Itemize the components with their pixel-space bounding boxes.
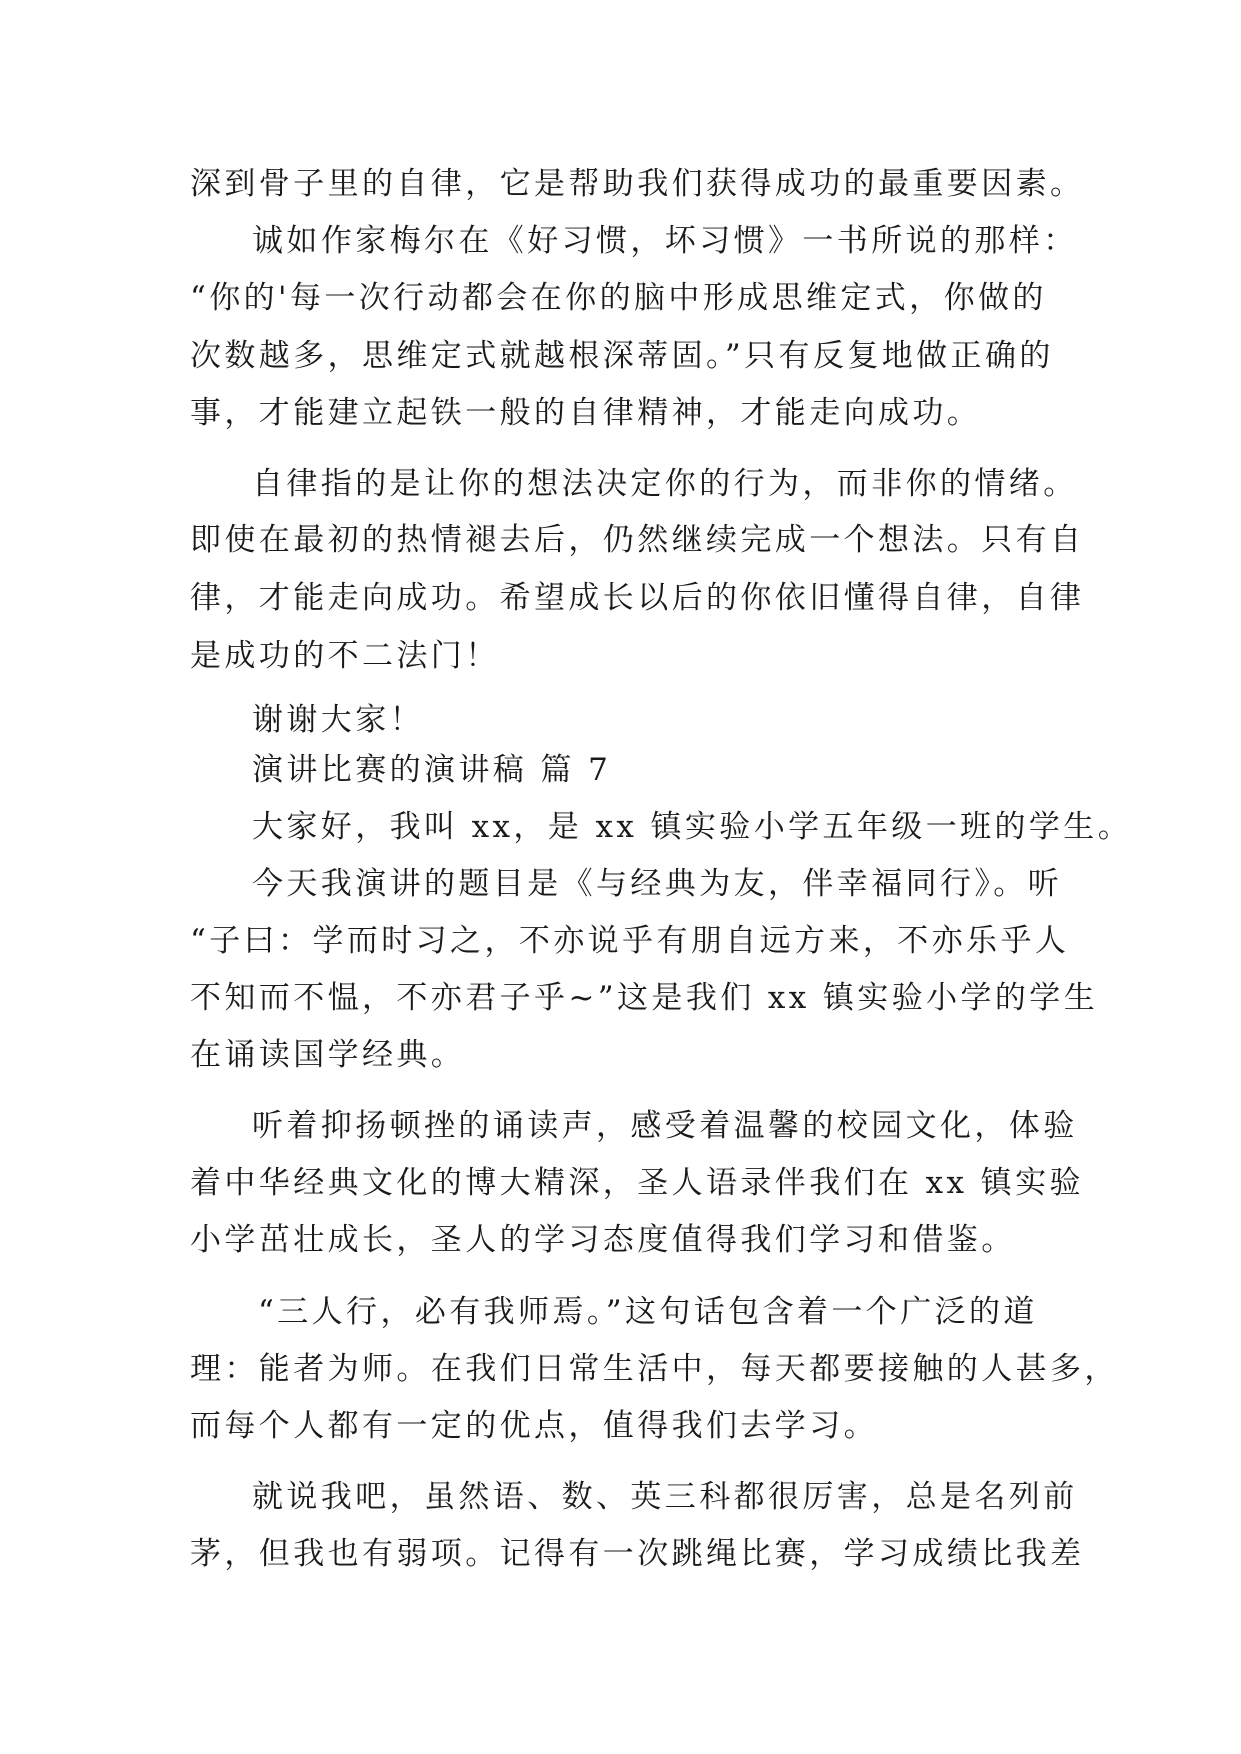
text-line: 大家好，我叫 xx，是 xx 镇实验小学五年级一班的学生。 <box>252 809 1133 845</box>
text-line: 即使在最初的热情褪去后，仍然继续完成一个想法。只有自 <box>190 522 1085 558</box>
text-line: 谢谢大家！ <box>252 702 424 738</box>
text-line: 听着抑扬顿挫的诵读声，感受着温馨的校园文化，体验 <box>252 1108 1078 1144</box>
text-line: 在诵读国学经典。 <box>190 1037 466 1073</box>
text-line: 而每个人都有一定的优点，值得我们去学习。 <box>190 1408 878 1444</box>
text-line: 就说我吧，虽然语、数、英三科都很厉害，总是名列前 <box>252 1479 1078 1515</box>
text-line: 小学茁壮成长，圣人的学习态度值得我们学习和借鉴。 <box>190 1222 1016 1258</box>
text-line: “三人行，必有我师焉。”这句话包含着一个广泛的道 <box>258 1294 1038 1330</box>
text-line: “子曰：学而时习之，不亦说乎有朋自远方来，不亦乐乎人 <box>190 923 1070 959</box>
text-line: 不知而不愠，不亦君子乎~”这是我们 xx 镇实验小学的学生 <box>190 980 1099 1016</box>
text-line: “你的'每一次行动都会在你的脑中形成思维定式，你做的 <box>190 280 1047 316</box>
section-heading: 演讲比赛的演讲稿 篇 7 <box>252 752 612 788</box>
text-line: 自律指的是让你的想法决定你的行为，而非你的情绪。 <box>252 466 1078 502</box>
text-line: 茅，但我也有弱项。记得有一次跳绳比赛，学习成绩比我差 <box>190 1536 1085 1572</box>
text-line: 今天我演讲的题目是《与经典为友，伴幸福同行》。听 <box>252 866 1063 902</box>
text-line: 事，才能建立起铁一般的自律精神，才能走向成功。 <box>190 395 982 431</box>
text-line: 诚如作家梅尔在《好习惯，坏习惯》一书所说的那样： <box>252 223 1078 259</box>
text-line: 着中华经典文化的博大精深，圣人语录伴我们在 xx 镇实验 <box>190 1165 1084 1201</box>
text-line: 深到骨子里的自律，它是帮助我们获得成功的最重要因素。 <box>190 166 1085 202</box>
text-line: 是成功的不二法门！ <box>190 638 500 674</box>
text-line: 律，才能走向成功。希望成长以后的你依旧懂得自律，自律 <box>190 580 1085 616</box>
text-line: 次数越多，思维定式就越根深蒂固。”只有反复地做正确的 <box>190 338 1054 374</box>
text-line: 理：能者为师。在我们日常生活中，每天都要接触的人甚多， <box>190 1351 1119 1387</box>
